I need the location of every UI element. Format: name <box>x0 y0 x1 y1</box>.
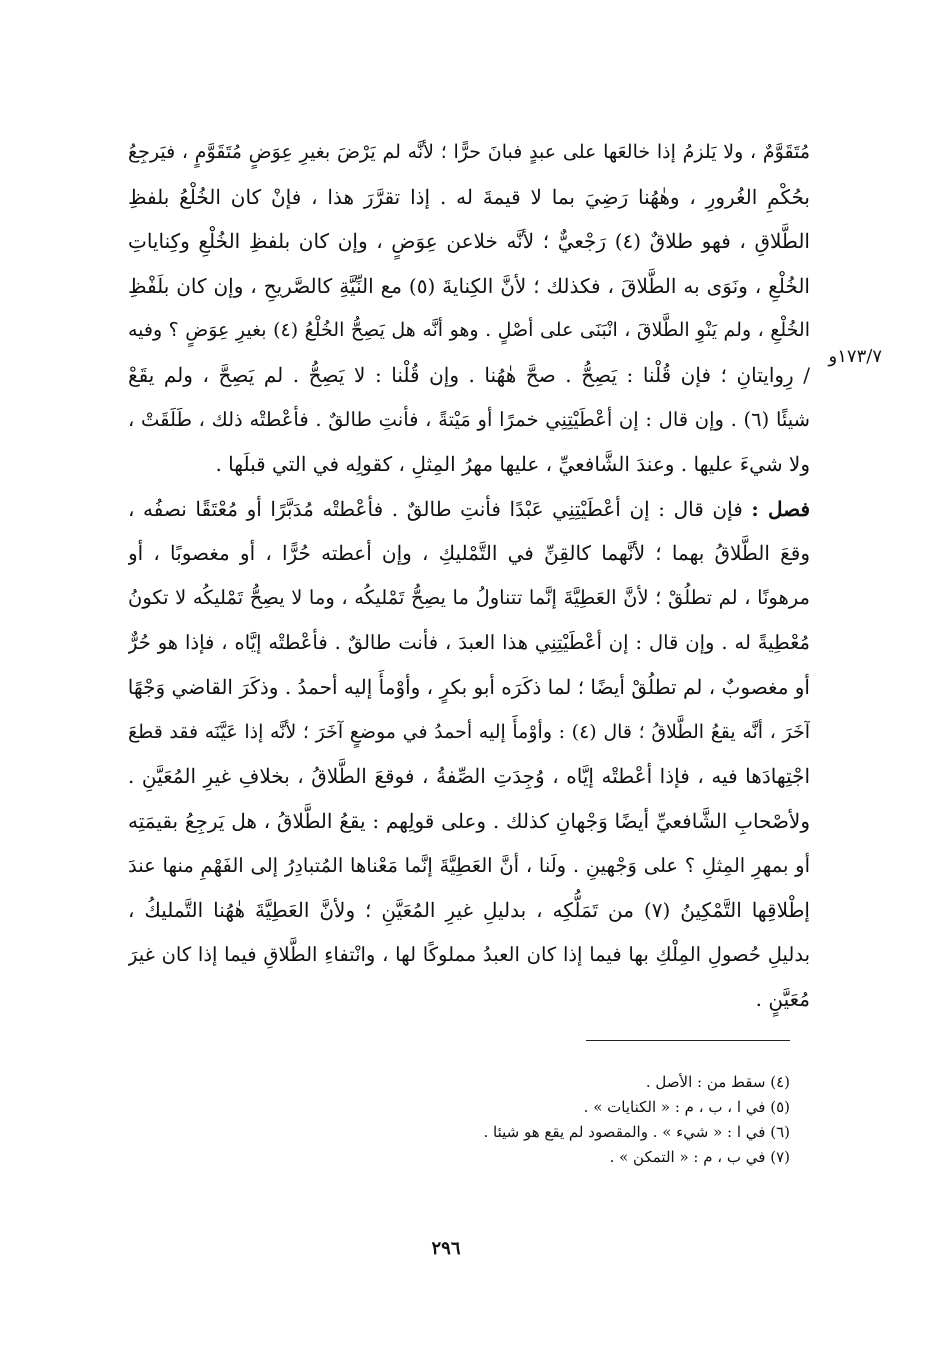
text-line-18: إطْلاقِها التَّمْكِينُ (٧) من تَمَلُّكِه ، بدليلِ غيرِ المُعَيَّنِ ؛ ولأنَّ العَطِيَّةَ هٰهُنا التَّمليكُ ، <box>128 898 810 923</box>
text-line-9 <box>128 487 810 532</box>
text-line-3: الطَّلاقِ ، فهو طلاقٌ (٤) رَجْعيٌّ ؛ لأنَّه خلاعن عِوَضٍ ، وإن كان بلفظِ الخُلْعِ وكِناياتِ <box>128 229 810 254</box>
text-line-14: آخَرَ ، أنَّه يقعُ الطَّلاقُ ؛ قال (٤) : وأوْمأَ إليه أحمدُ في موضعٍ آخَرَ ؛ لأنَّه إذا عَيَّنَه فقد قطعَ <box>128 720 810 743</box>
text-line-5: الخُلْعِ ، ولم يَنْوِ الطَّلاقَ ، انْبَنَى على أصْلٍ . وهو أنَّه هل يَصِحُّ الخُلْعُ (٤) بغيرِ عِوَضٍ ؟ وفيه <box>128 319 810 342</box>
text-line-12: مُعْطِيةً له . وإن قال : إن أعْطَيْتِنِي هذا العبدَ ، فأنت طالقٌ . فأعْطتْه إيَّاه ، فإذا هو حُرٌّ <box>128 630 810 654</box>
footnotes <box>300 1070 790 1170</box>
text-line-10: وقعَ الطَّلاقُ بهما ؛ لأنَّهما كالقِنِّ في التَّمْليكِ ، وإن أعطته حُرًّا ، أو مغصوبًا ، أو <box>128 541 810 566</box>
text-line-2: بحُكْمِ الغُرورِ ، وهٰهُنا رَضِيَ بما لا قيمةَ له . إذا تقرَّرَ هذا ، فإنْ كان الخُلْعُ بلفظِ <box>128 184 810 209</box>
text-line-9-body: فإن قال : إن أعْطَيْتِنِي عَبْدًا فأنتِ طالقٌ . فأعْطتْه مُدَبَّرًا أو مُعْتَقًا نصفُه ، <box>128 496 743 521</box>
text-line-17: أو بمهرِ المِثلِ ؟ على وَجْهينِ . ولَنا ، أنَّ العَطِيَّةَ إنَّما مَعْناها المُتبادِرُ إلى الفَهْمِ منها عندَ <box>128 853 810 877</box>
footnote-4: (٤) سقط من : الأصل . <box>645 1073 790 1091</box>
main-text <box>128 130 810 1022</box>
text-line-4: الخُلْعِ ، ونَوَى به الطَّلاقَ ، فكذلك ؛ لأنَّ الكِنايةَ (٥) مع النِّيَّةِ كالصَّريحِ ، وإن كان بلَفْظِ <box>128 273 810 298</box>
text-line-1: مُتَقَوَّمٌ ، ولا يَلزمُ إذا خالعَها على عبدٍ فبانَ حرًّا ؛ لأنَّه لم يَرْضَ بغيرِ عِوَضٍ مُتَقَوَّمٍ ، فيَرجِعُ <box>128 141 810 163</box>
footnote-separator <box>586 1040 790 1041</box>
text-line-13: أو مغصوبٌ ، لم تطلُقْ أيضًا ؛ لما ذكَرَه أبو بكرٍ ، وأوْمأَ إليه أحمدُ . وذكَرَ القاضي وَجْهًا <box>128 675 810 700</box>
text-line-15: اجْتِهادَها فيه ، فإذا أعْطتْه إيَّاه ، وُجِدَتِ الصِّفةُ ، فوقعَ الطَّلاقُ ، بخلافِ غيرِ المُعَيَّنِ . <box>128 764 810 789</box>
text-line-16: ولأصْحابِ الشَّافعيِّ أيضًا وَجْهانِ كذلك . وعلى قولِهم : يقعُ الطَّلاقُ ، هل يَرجِعُ بقيمَتِه <box>128 808 810 833</box>
text-line-6: / رِوايتانِ ؛ فإن قُلْنا : يَصِحُّ . صحَّ هٰهُنا . وإن قُلْنا : لا يَصِحُّ . لم يَصِحَّ ، ولم يقَعْ <box>128 362 810 387</box>
footnote-6: (٦) في ا : « شيء » . والمقصود لم يقع هو شيئا . <box>483 1123 790 1141</box>
footnote-7: (٧) في ب ، م : « التمكن » . <box>609 1148 790 1166</box>
footnote-5: (٥) في ا ، ب ، م : « الكنايات » . <box>583 1098 790 1116</box>
text-line-11: مرهونًا ، لم تطلُقْ ؛ لأنَّ العَطِيَّةَ إنَّما تتناولُ ما يصِحُّ تَمْليكُه ، وما لا يصِحُّ تَمْليكُه لا تكونُ <box>128 585 810 609</box>
text-line-19: بدليلِ حُصولِ المِلْكِ بها فيما إذا كان العبدُ مملوكًا لها ، وانْتفاءِ الطَّلاقِ فيما إذا كان غيرَ <box>128 942 810 966</box>
page-number: ٢٩٦ <box>431 1238 461 1259</box>
text-line-8: ولا شيءَ عليها . وعندَ الشَّافعيِّ ، عليها مهرُ المِثلِ ، كقولِه في التي قبلَها . <box>215 452 810 477</box>
text-line-7: شيئًا (٦) . وإن قال : إن أعْطَيْتِنِي خمرًا أو مَيْتةً ، فأنتِ طالقٌ . فأعْطتْه ذلك ، طَلَقَتْ ، <box>128 407 810 431</box>
section-heading-fasl: فصل : <box>751 496 810 521</box>
margin-manuscript-reference: ١٧٣/٧و <box>828 346 882 367</box>
text-line-20: مُعَيَّنٍ . <box>755 987 810 1012</box>
